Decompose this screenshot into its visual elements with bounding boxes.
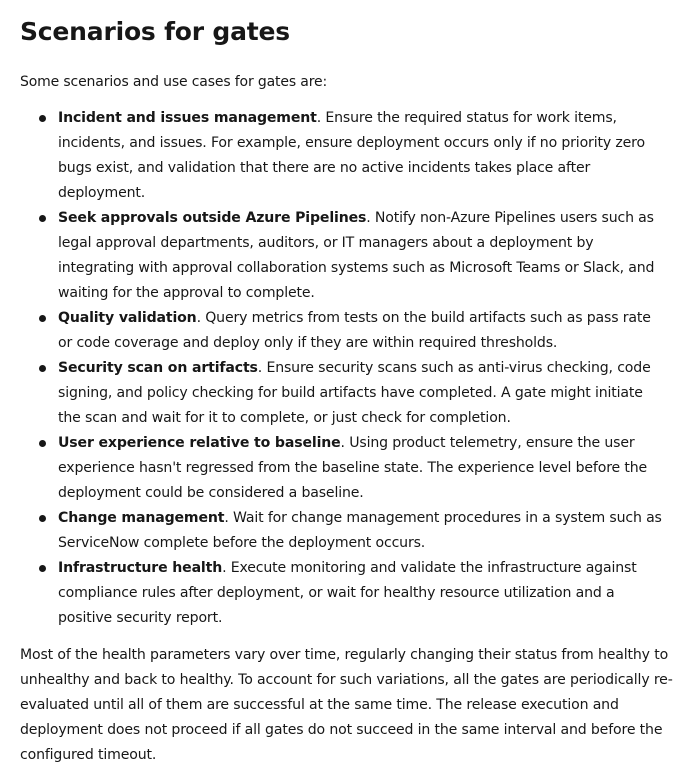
- scenario-term: Quality validation: [58, 310, 197, 326]
- scenario-text: . Ensure security scans such as anti-virus checking, code signing, and policy checking for build artifacts have completed. A gate might initiate the scan and wait for it to complete, or just check for completion.: [58, 360, 651, 426]
- section-heading: Scenarios for gates: [20, 17, 290, 46]
- list-item: [58, 206, 673, 306]
- bullet-icon: [39, 315, 46, 322]
- scenario-text: . Ensure the required status for work items, incidents, and issues. For example, ensure deployment occurs only if no priority zero bugs exist, and validation that there are no active incidents takes place after deployment.: [58, 110, 645, 201]
- scenario-term: Incident and issues management: [58, 110, 317, 126]
- list-item: [58, 556, 673, 631]
- list-item: [58, 356, 673, 431]
- bullet-icon: [39, 440, 46, 447]
- scenario-term: Security scan on artifacts: [58, 360, 258, 376]
- scenario-text: . Using product telemetry, ensure the user experience hasn't regressed from the baseline state. The experience level before the deployment could be considered a baseline.: [58, 435, 648, 501]
- scenario-term: User experience relative to baseline: [58, 435, 341, 451]
- list-item: [58, 106, 673, 206]
- scenario-list: [20, 106, 673, 631]
- scenario-term: Change management: [58, 510, 225, 526]
- list-item: [58, 431, 673, 506]
- scenario-text: . Execute monitoring and validate the infrastructure against compliance rules after deployment, or wait for healthy resource utilization and a positive security report.: [58, 560, 637, 626]
- scenario-term: Seek approvals outside Azure Pipelines: [58, 210, 367, 226]
- bullet-icon: [39, 215, 46, 222]
- bullet-icon: [39, 115, 46, 122]
- list-item: [58, 306, 673, 356]
- bullet-icon: [39, 515, 46, 522]
- scenario-text: . Wait for change management procedures in a system such as ServiceNow complete before the deployment occurs.: [58, 510, 662, 551]
- list-item: [58, 506, 673, 556]
- scenario-text: . Query metrics from tests on the build artifacts such as pass rate or code coverage and deploy only if they are within required thresholds.: [58, 310, 651, 351]
- intro-paragraph: Some scenarios and use cases for gates are:: [20, 74, 328, 90]
- bullet-icon: [39, 565, 46, 572]
- scenario-text: . Notify non-Azure Pipelines users such as legal approval departments, auditors, or IT managers about a deployment by integrating with approval collaboration systems such as Microsoft Teams or Slack, and waiting for the approval to complete.: [58, 210, 655, 301]
- outro-paragraph: Most of the health parameters vary over time, regularly changing their status from healthy to unhealthy and back to healthy. To account for such variations, all the gates are periodically re-evaluated until all of them are successful at the same time. The release execution and deployment does not proceed if all gates do not succeed in the same interval and before the configured timeout.: [20, 647, 673, 763]
- bullet-icon: [39, 365, 46, 372]
- scenario-term: Infrastructure health: [58, 560, 223, 576]
